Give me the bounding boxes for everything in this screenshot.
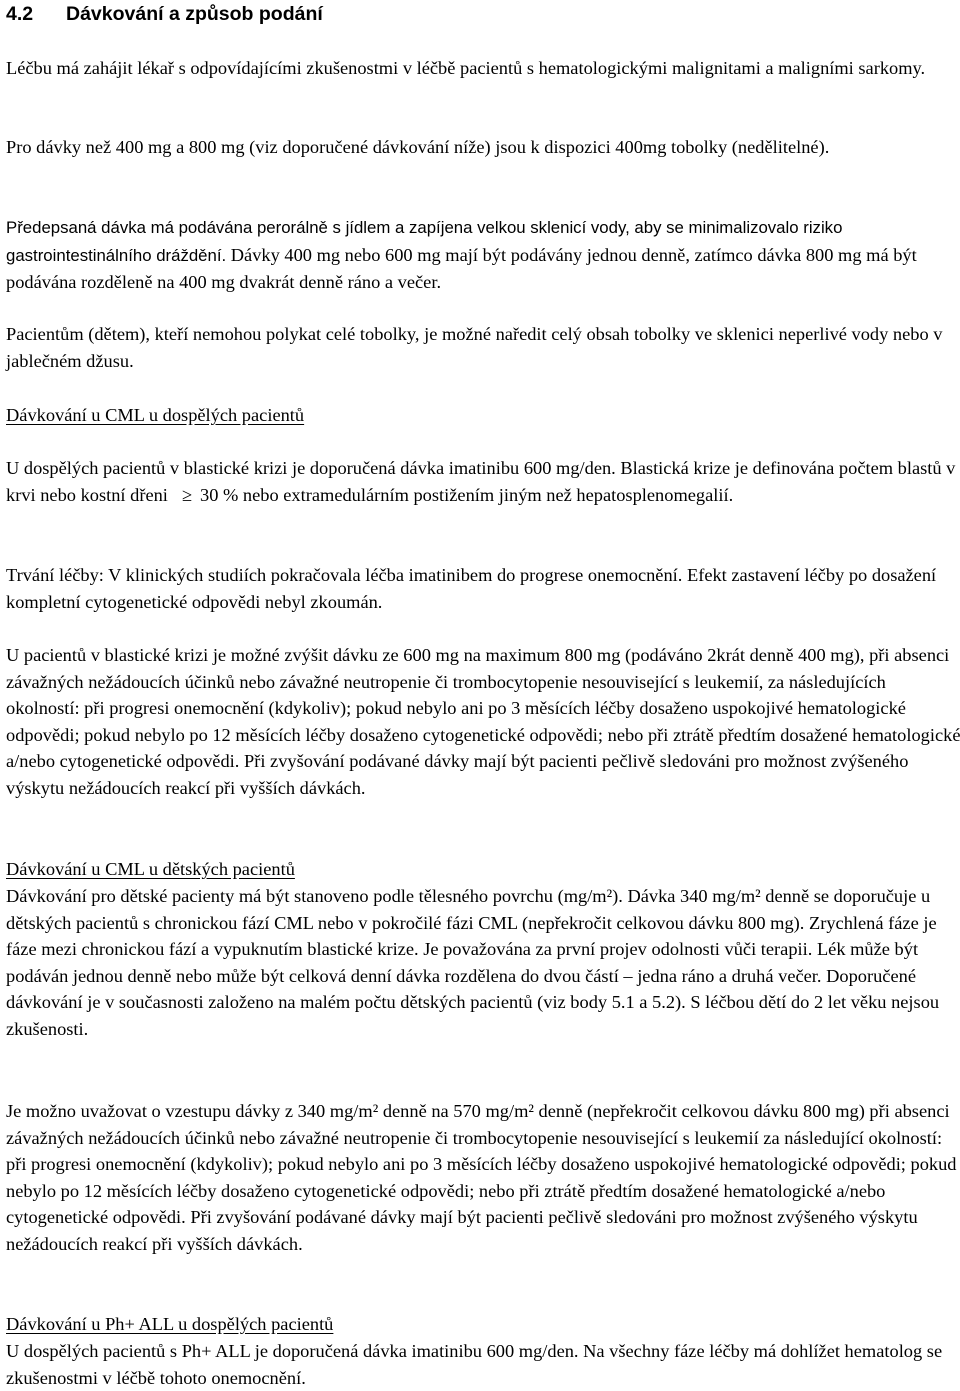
greater-or-equal-symbol: ≥: [181, 484, 193, 505]
ph-all-heading: Dávkování u Ph+ ALL u dospělých pacientů: [6, 1314, 334, 1334]
intro-paragraph-3: [6, 214, 960, 296]
cml-child-paragraph-2: Je možno uvažovat o vzestupu dávky z 340 mg/m² denně na 570 mg/m² denně (nepřekročit celkovou dávku 800 mg) při absenci závažných nežádoucích účinků nebo závažné neutropenie či trombocytopenie nesouvisející s leukemií za následující okolností: při progresi onemocnění (kdykoliv); pokud nebylo ani po 3 měsících léčby dosaženo uspokojivé hematologické odpovědi; pokud nebylo po 12 měsících léčby dosaženo cytogenetické odpovědi; nebo při ztrátě předtím dosažené hematologické a/nebo cytogenetické odpovědi. Při zvyšování podávané dávky mají být pacienti pečlivě sledováni pro možnost zvýšeného výskytu nežádoucích reakcí při vyšších dávkách.: [6, 1101, 957, 1254]
cml-adult-paragraph-1-start: U dospělých pacientů v blastické krizi je doporučená dávka imatinibu 600 mg/den. Blastická krize je definována počtem blastů v krvi nebo kostní dřeni: [6, 458, 956, 505]
cml-child-paragraph-1: Dávkování pro dětské pacienty má být stanoveno podle tělesného povrchu (mg/m²). Dávka 340 mg/m² denně se doporučuje u dětských pacientů s chronickou fází CML nebo v pokročilé fázi CML (nepřekročit celkovou dávku 800 mg). Zrychlená fáze je fáze mezi chronickou fází a vypuknutím blastické krize. Je považována za první projev odolnosti vůči terapii. Lék může být podáván jednou denně nebo může být celková denní dávka rozdělena do dvou částí – jedna ráno a druhá večer. Doporučené dávkování je v současnosti založeno na malém počtu dětských pacientů (viz body 5.1 a 5.2). S léčbou dětí do 2 let věku nejsou zkušenosti.: [6, 886, 940, 1039]
section-heading: [6, 2, 323, 26]
cml-adult-paragraph-3: U pacientů v blastické krizi je možné zvýšit dávku ze 600 mg na maximum 800 mg (podáváno 2krát denně 400 mg), při absenci závažných nežádoucích účinků nebo závažné neutropenie či trombocytopenie nesouvisející s leukemií, za následujících okolností: při progresi onemocnění (kdykoliv); pokud nebylo ani po 3 měsících léčby dosaženo uspokojivé hematologické odpovědi; pokud nebylo po 12 měsících léčby dosaženo cytogenetické odpovědi; nebo při ztrátě předtím dosažené hematologické a/nebo cytogenetické odpovědi. Při zvyšování podávané dávky mají být pacienti pečlivě sledováni pro možnost zvýšeného výskytu nežádoucích reakcí při vyšších dávkách.: [6, 645, 960, 798]
intro-paragraph-3-sans: Předepsaná dávka má podávána perorálně s jídlem a zapíjena velkou sklenicí vody, aby se minimalizovalo riziko gastrointestinálního dráždění.: [6, 218, 843, 265]
intro-paragraph-3-rest: Dávky 400 mg nebo 600 mg mají být podávány jednou denně, zatímco dávka 800 mg má být podávána rozděleně na 400 mg dvakrát denně ráno a večer.: [6, 244, 917, 293]
cml-adult-paragraph-2: Trvání léčby: V klinických studiích pokračovala léčba imatinibem do progrese onemocnění. Efekt zastavení léčby po dosažení kompletní cytogenetické odpovědi nebyl zkoumán.: [6, 565, 937, 612]
intro-paragraph-2: Pro dávky než 400 mg a 800 mg (viz doporučené dávkování níže) jsou k dispozici 400mg tobolky (nedělitelné).: [6, 137, 830, 157]
cml-adult-paragraph-1: [6, 455, 960, 508]
section-number: 4.2: [6, 3, 34, 25]
intro-paragraph-1: Léčbu má zahájit lékař s odpovídajícími zkušenostmi v léčbě pacientů s hematologickými malignitami a maligními sarkomy.: [6, 58, 926, 78]
cml-child-heading: Dávkování u CML u dětských pacientů: [6, 859, 295, 879]
cml-adult-paragraph-1-end: 30 % nebo extramedulárním postižením jiným než hepatosplenomegalií.: [200, 484, 734, 505]
cml-adult-heading: Dávkování u CML u dospělých pacientů: [6, 405, 305, 425]
intro-paragraph-4: Pacientům (dětem), kteří nemohou polykat celé tobolky, je možné naředit celý obsah tobolky ve sklenici neperlivé vody nebo v jablečném džusu.: [6, 324, 943, 371]
section-title: Dávkování a způsob podání: [66, 3, 323, 25]
ph-all-paragraph-1: U dospělých pacientů s Ph+ ALL je doporučená dávka imatinibu 600 mg/den. Na všechny fáze léčby má dohlížet hematolog se zkušenostmi v léčbě tohoto onemocnění.: [6, 1341, 943, 1388]
